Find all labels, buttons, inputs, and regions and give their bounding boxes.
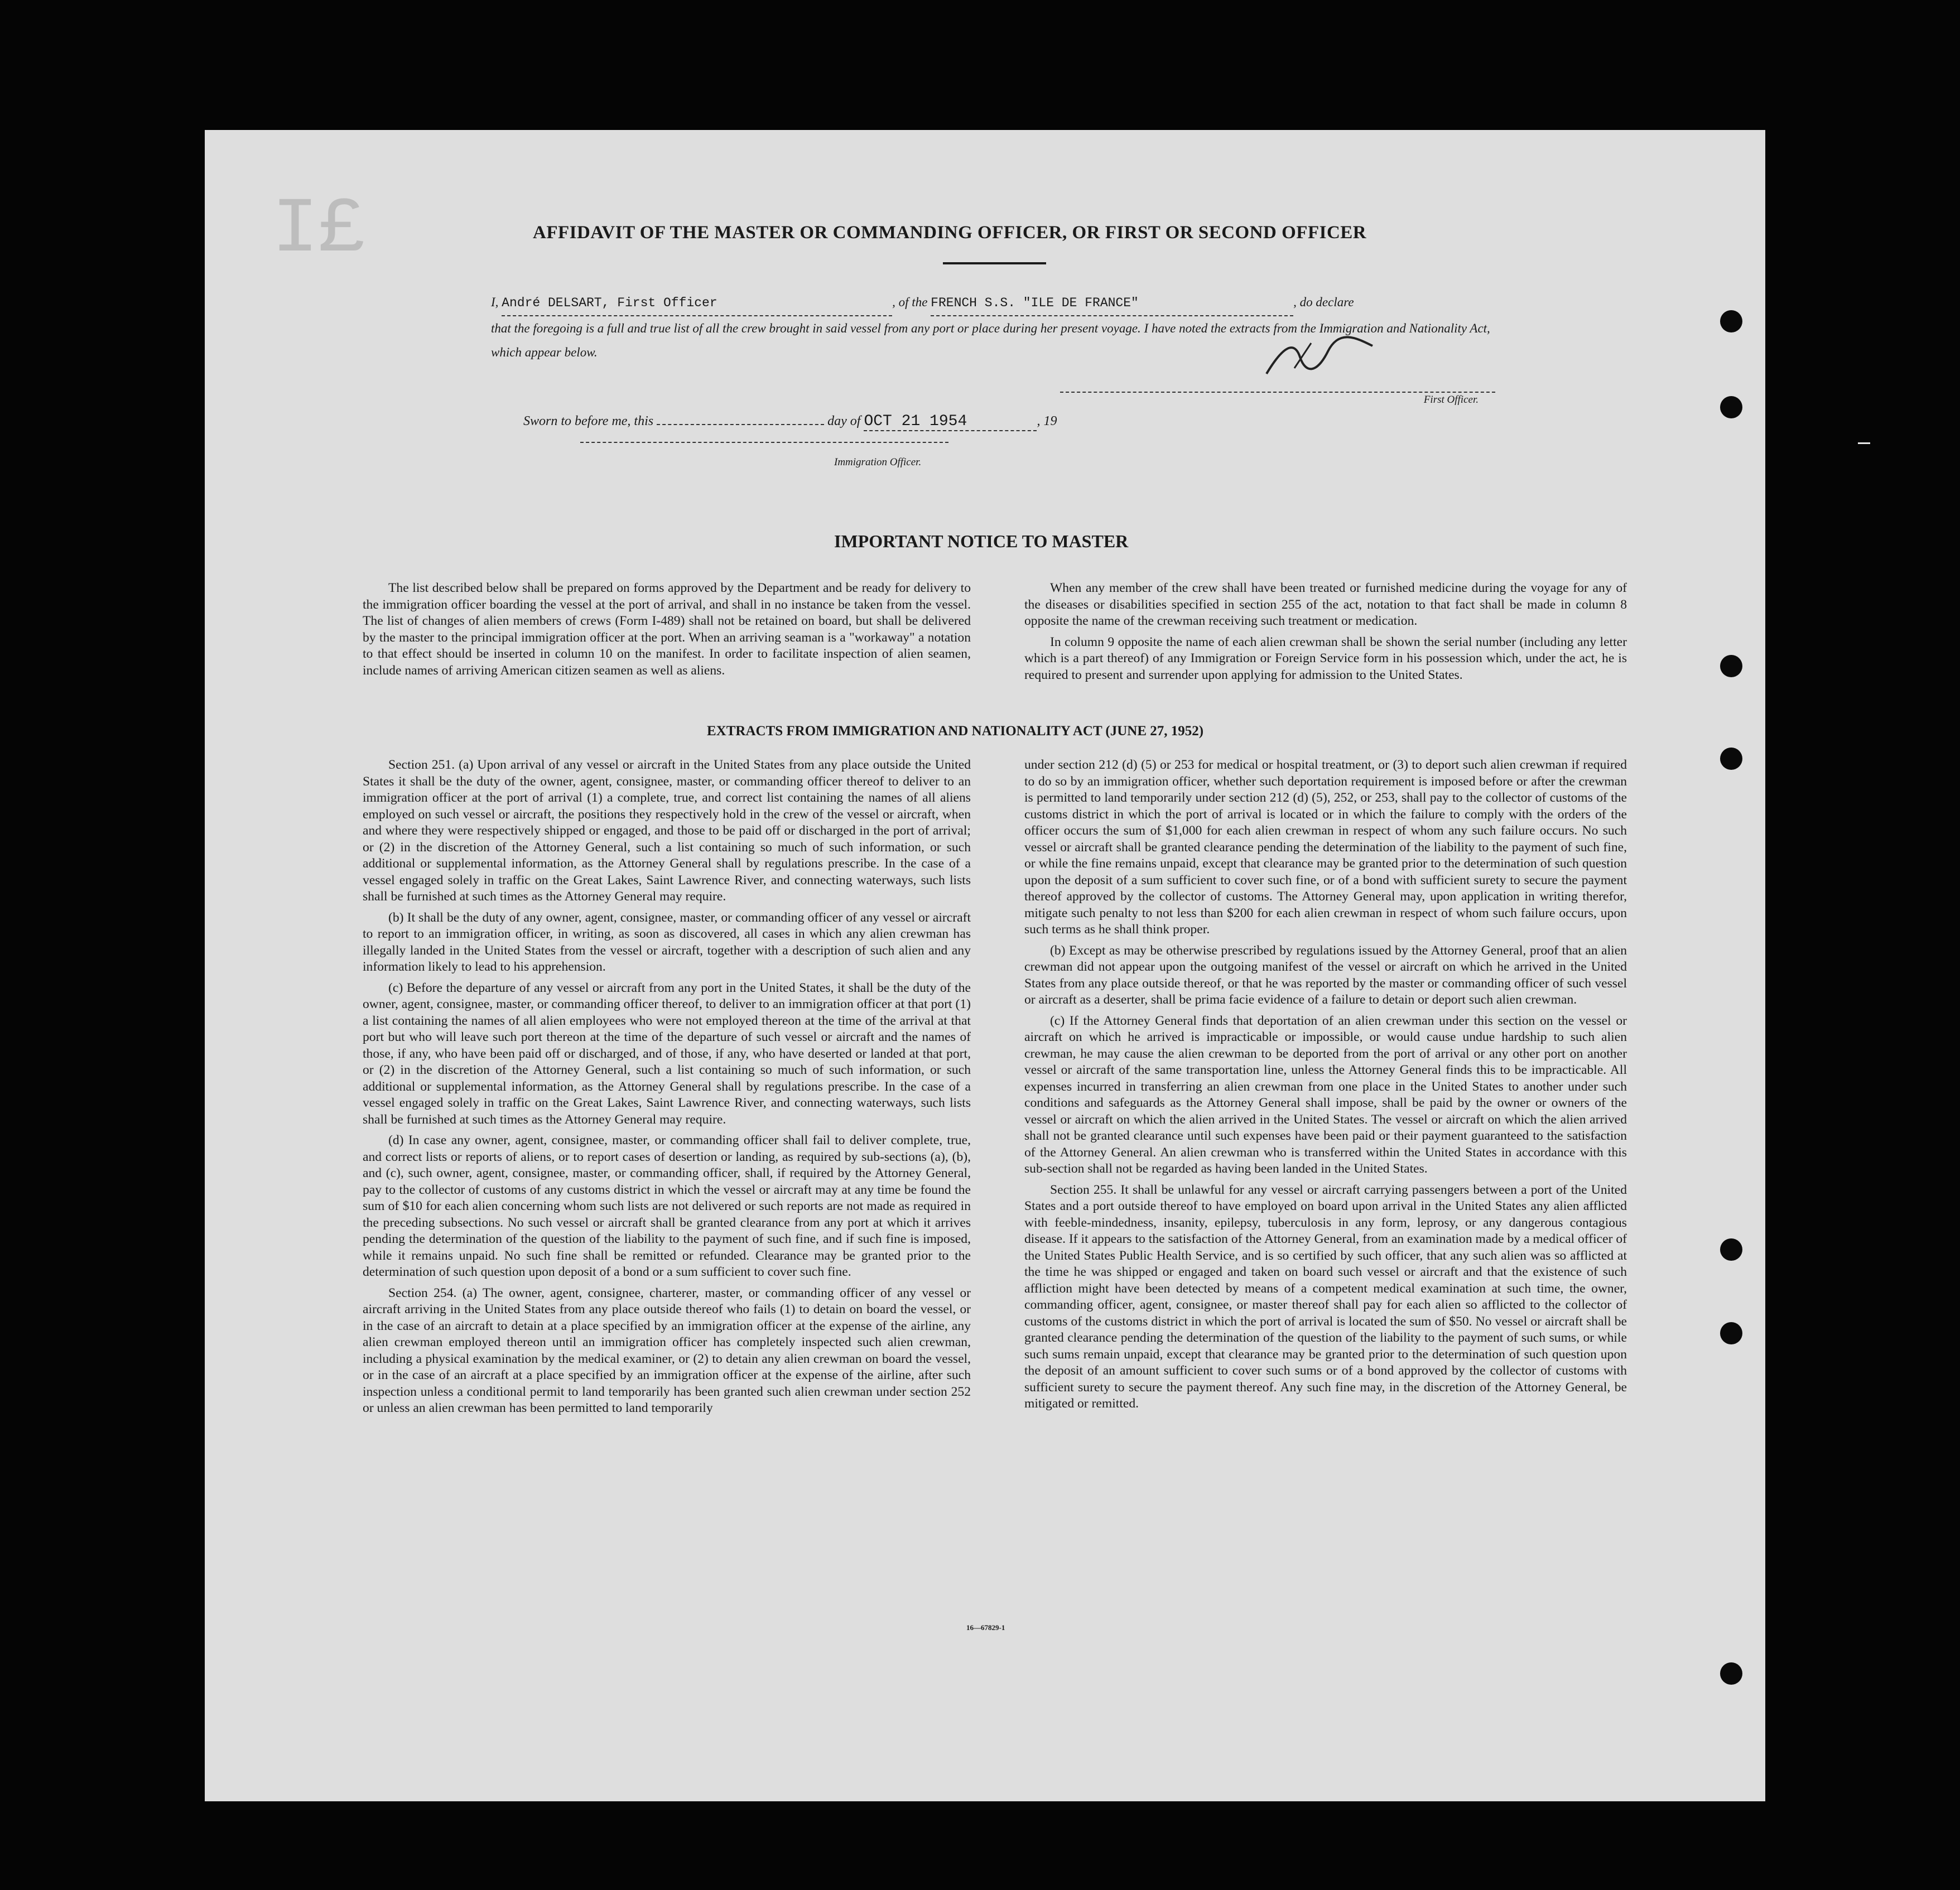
of-the-label: , of the	[892, 295, 928, 309]
notice-right-paragraph-1: When any member of the crew shall have been treated or furnished medicine during the voyage for any of the diseases or disabilities specified in section 255 of the act, notation to that fact shall be made in column 8 opposite the name of the crewman receiving such treatment or medication.	[1024, 581, 1627, 628]
punch-hole	[1720, 1322, 1742, 1344]
declaration-text: that the foregoing is a full and true list of all the crew brought in said vessel from any port or place during her present voyage. I have noted the extracts from the Immigration and Nationality Act, which appear below.	[491, 321, 1490, 359]
punch-hole	[1720, 655, 1742, 677]
punch-hole	[1720, 396, 1742, 418]
sworn-label: Sworn to before me, this	[523, 414, 654, 428]
extracts-right-column	[1024, 757, 1627, 1412]
section-254-b: (b) Except as may be otherwise prescribed by regulations issued by the Attorney General, proof that an alien crewman did not appear upon the outgoing manifest of the vessel or aircraft on which he arrived in the United States from any place outside thereof, or that he was reported by the master or commanding officer of such vessel or aircraft as a deserter, shall be prima facie evidence of a failure to detain or deport such alien crewman.	[1024, 943, 1627, 1007]
punch-hole	[1720, 310, 1742, 332]
year-label: , 19	[1037, 414, 1057, 428]
notice-heading: IMPORTANT NOTICE TO MASTER	[834, 531, 1129, 551]
sworn-line	[523, 413, 1249, 431]
punch-hole	[1720, 1662, 1742, 1685]
section-251-d: (d) In case any owner, agent, consignee, master, or commanding officer shall fail to deliver complete, true, and correct lists or reports of aliens, or to report cases of desertion or landing, as required by sub-sections (a), (b), and (c), such owner, agent, consignee, master, or commanding officer, shall, if required by the Attorney General, pay to the collector of customs of any customs district in which the vessel or aircraft may at any time be found the sum of $10 for each alien concerning whom such lists are not delivered or such reports are not made as required in the preceding subsections. No such vessel or aircraft shall be granted clearance from any port at which it arrives pending the determination of the question of the liability to the payment of such fine, and if such fine is imposed, while it remains unpaid. No such fine shall be remitted or refunded. Clearance may be granted prior to the determination of such question upon deposit of a bond or a sum sufficient to cover such fine.	[363, 1133, 971, 1279]
notice-right-paragraph-2: In column 9 opposite the name of each alien crewman shall be shown the serial number (including any letter which is a part thereof) of any Immigration or Foreign Service form in his possession which, under the act, he is required to present and surrender upon applying for admission to the United States.	[1024, 634, 1627, 682]
section-251-c: (c) Before the departure of any vessel or aircraft from any port in the United States, it shall be the duty of the owner, agent, consignee, master, or commanding officer thereof, to deliver to an immigration officer at that port (1) a list containing the names of all alien employees who were not employed thereon at the time of the arrival at that port but who will leave such port thereon at the time of the departure of such vessel or aircraft and the names of those, if any, who have been paid off or discharged, and of those, if any, who have deserted or landed at that port, or (2) in the discretion of the Attorney General, such a list containing so much of such information, or such additional or supplemental information, as the Attorney General shall by regulations prescribe. In the case of a vessel engaged solely in traffic on the Great Lakes, Saint Lawrence River, and connecting waterways, such lists shall be furnished at such times as the Attorney General may require.	[363, 980, 971, 1127]
do-declare-label: , do declare	[1293, 295, 1354, 309]
signature-scribble	[1261, 335, 1384, 379]
signature-block	[1060, 357, 1495, 406]
sworn-date: OCT 21 1954	[864, 413, 967, 430]
form-number: 16—67829-1	[966, 1623, 1005, 1632]
immigration-officer-line	[580, 442, 948, 443]
section-251-b: (b) It shall be the duty of any owner, agent, consignee, master, or commanding officer of any vessel or aircraft to report to an immigration officer, in writing, as soon as discovered, all cases in which any alien crewman has illegally landed in the United States from the vessel or aircraft, together with a description of such alien and any information likely to lead to his apprehension.	[363, 910, 971, 974]
affidavit-title: AFFIDAVIT OF THE MASTER OR COMMANDING OFFICER, OR FIRST OR SECOND OFFICER	[533, 223, 1367, 243]
declaration-prefix: I,	[491, 295, 499, 309]
declarant-name: André DELSART, First Officer	[502, 296, 717, 310]
extracts-heading: EXTRACTS FROM IMMIGRATION AND NATIONALITY ACT (JUNE 27, 1952)	[707, 724, 1204, 739]
scan-edge-mark	[1858, 442, 1870, 444]
section-254-a: Section 254. (a) The owner, agent, consignee, charterer, master, or commanding officer of any vessel or aircraft arriving in the United States from any place outside thereof who fails (1) to detain on board the vessel, or in the case of an aircraft to detain at a place specified by an immigration officer at the expense of the airline, any alien crewman employed thereon until an immigration officer has completely inspected such alien crewman, including a physical examination by the medical examiner, or (2) to detain any alien crewman on board the vessel, or in the case of an aircraft at a place specified by an immigration officer at the expense of the airline, after such inspection unless a conditional permit to land temporarily has been granted such alien crewman under section 252 or unless an alien crewman has been permitted to land temporarily	[363, 1285, 971, 1415]
section-254-c: (c) If the Attorney General finds that deportation of an alien crewman under this section on the vessel or aircraft on which he arrived is impracticable or impossible, or would cause undue hardship to such alien crewman, he may cause the alien crewman to be deported from the port of arrival or any other port on another vessel or aircraft of the same transportation line, unless the Attorney General finds this to be impracticable. All expenses incurred in transferring an alien crewman from one place in the United States to another under such conditions and safeguards as the Attorney General shall impose, shall be paid by the owner or owners of the vessel or aircraft on which the alien arrived in the United States. The vessel or aircraft on which the alien arrived shall not be granted clearance until such expenses have been paid or their payment guaranteed to the satisfaction of the Attorney General. An alien crewman who is transferred within the United States in accordance with this sub-section shall not be regarded as having been landed in the United States.	[1024, 1013, 1627, 1176]
notice-left-column	[363, 580, 971, 679]
declarant-field	[502, 291, 892, 316]
section-255: Section 255. It shall be unlawful for any vessel or aircraft carrying passengers between a port of the United States and a port outside thereof to have employed on board upon arrival in the United States any alien afflicted with feeble-mindedness, insanity, epilepsy, tuberculosis in any form, leprosy, or any dangerous contagious disease. If it appears to the satisfaction of the Attorney General, from an examination made by a medical officer of the United States Public Health Service, and is so certified by such officer, that any such alien was so afflicted at the time he was shipped or engaged and taken on board such vessel or aircraft and that the existence of such affliction might have been detected by means of a competent medical examination at such time, the owner, commanding officer, agent, consignee, or master thereof shall pay for each alien so afflicted to the collector of customs of the customs district in which the port of arrival is located the sum of $50. No vessel or aircraft shall be granted clearance pending the determination of the question of the liability to the payment of such sums, or while such sums remain unpaid, except that clearance may be granted prior to the determination of such question upon the deposit of an amount sufficient to cover such sums or of a bond approved by the collector of customs with sufficient surety to secure the payment thereof. Any such fine may, in the discretion of the Attorney General, be mitigated or remitted.	[1024, 1182, 1627, 1411]
section-254-a-continued: under section 212 (d) (5) or 253 for medical or hospital treatment, or (3) to deport such alien crewman if required to do so by an immigration officer, whether such deportation requirement is imposed before or after the crewman is permitted to land temporarily under section 212 (d) (5), 252, or 253, shall pay to the collector of customs of the customs district in which the port of arrival is located or in which the failure to comply with the orders of the officer occurs the sum of $1,000 for each alien crewman in respect of whom any such failure occurs. No such vessel or aircraft shall be granted clearance pending the determination of the liability to the payment of such fine, or while the fine remains unpaid, except that clearance may be granted prior to the determination of such question upon the deposit of a sum sufficient to cover such fine, or of a bond with sufficient surety to secure the payment thereof approved by the collector of customs. The Attorney General may, upon application in writing therefor, mitigate such penalty to not less than $200 for each alien crewman in respect of whom such failure occurs, upon such terms as he shall think proper.	[1024, 758, 1627, 937]
vessel-name: FRENCH S.S. "ILE DE FRANCE"	[931, 296, 1139, 310]
punch-hole	[1720, 748, 1742, 770]
immigration-officer-caption: Immigration Officer.	[834, 456, 922, 468]
notice-left-paragraph: The list described below shall be prepared on forms approved by the Department and be ready for delivery to the immigration officer boarding the vessel at the port of arrival, and shall in no instance be taken from the vessel. The list of changes of alien members of crews (Form I-489) shall not be retained on board, but shall be delivered by the master to the principal immigration officer at the port. When an arriving seaman is a "workaway" a notation to that effect should be inserted in column 10 on the manifest. In order to facilitate inspection of alien seamen, include names of arriving American citizen seamen as well as aliens.	[363, 581, 971, 678]
day-of-label: day of	[827, 414, 861, 428]
signature-caption: First Officer.	[1423, 394, 1479, 406]
title-rule	[943, 262, 1046, 264]
extracts-left-column	[363, 757, 971, 1417]
section-251-a: Section 251. (a) Upon arrival of any vessel or aircraft in the United States from any place outside the United States it shall be the duty of the owner, agent, consignee, master, or commanding officer thereof to deliver to an immigration officer at the port of arrival (1) a complete, true, and correct list containing the names of all aliens employed on such vessel or aircraft, the positions they respectively hold in the crew of the vessel or aircraft, when and where they were respectively shipped or engaged, and those to be paid off or discharged in the port of arrival; or (2) in the discretion of the Attorney General, such a list containing so much of such information, or such additional or supplemental information, as the Attorney General shall by regulations prescribe. In the case of a vessel engaged solely in traffic on the Great Lakes, Saint Lawrence River, and connecting waterways, such lists shall be furnished at such times as the Attorney General may require.	[363, 758, 971, 904]
notice-right-column	[1024, 580, 1627, 683]
vessel-field	[931, 291, 1293, 316]
signature-line	[1060, 392, 1495, 393]
punch-hole	[1720, 1238, 1742, 1261]
bleed-through-marks: I£	[272, 186, 366, 274]
sworn-date-field	[864, 413, 1037, 431]
sworn-day-field	[657, 424, 824, 425]
